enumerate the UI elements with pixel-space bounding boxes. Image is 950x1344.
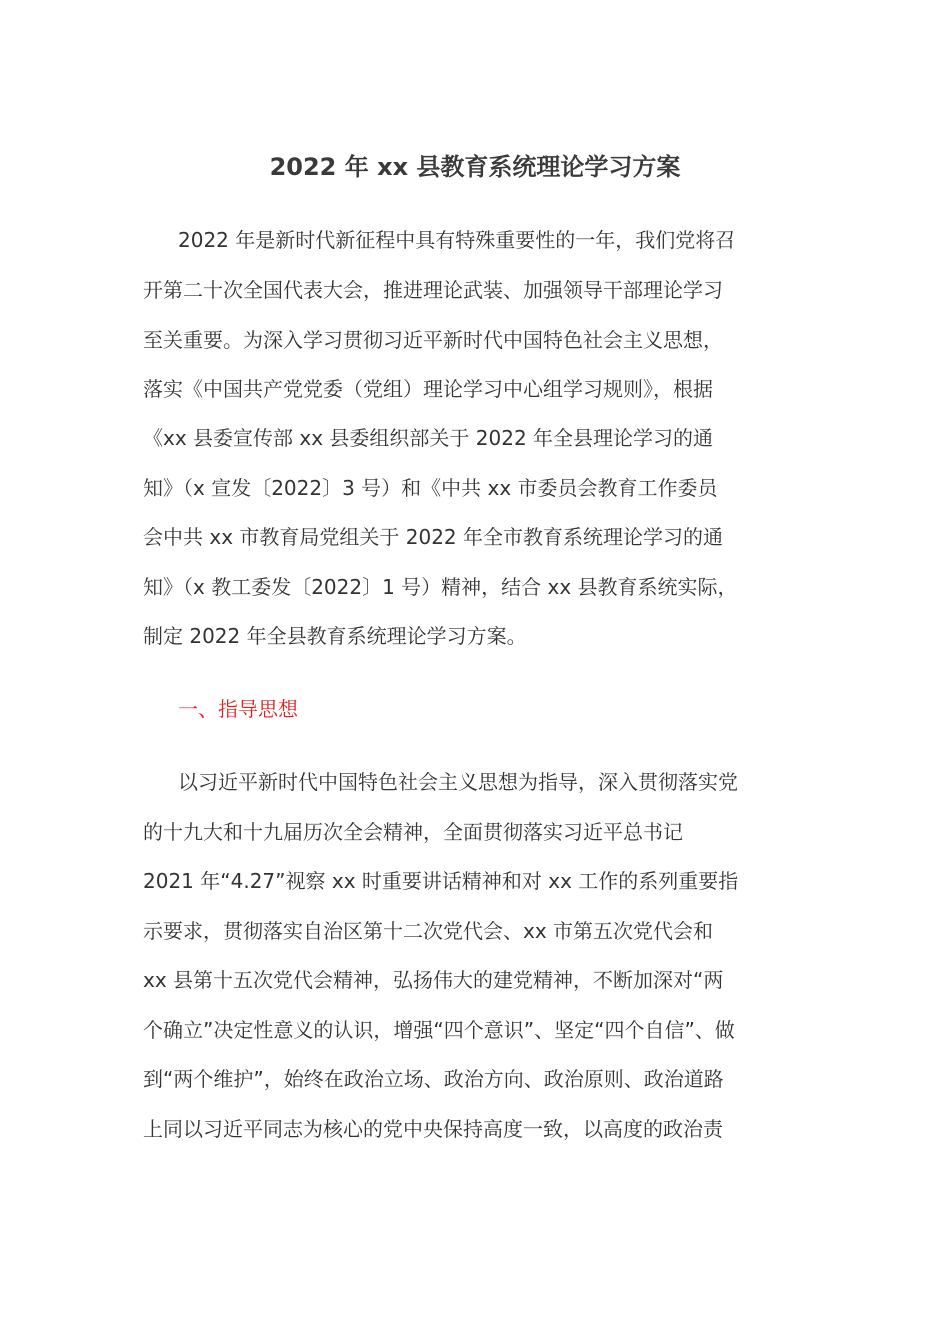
- section-heading: 一、指导思想: [178, 697, 298, 721]
- document-title: 2022 年 xx 县教育系统理论学习方案: [269, 153, 681, 181]
- paragraph-line: 落实《中国共产党党委（党组）理论学习中心组学习规则》，根据: [143, 377, 713, 401]
- paragraph-line: 以习近平新时代中国特色社会主义思想为指导，深入贯彻落实党: [178, 770, 738, 794]
- paragraph-line: 到“两个维护”，始终在政治立场、政治方向、政治原则、政治道路: [143, 1067, 724, 1091]
- paragraph-line: 示要求，贯彻落实自治区第十二次党代会、xx 市第五次党代会和: [143, 919, 714, 943]
- paragraph-line: 《xx 县委宣传部 xx 县委组织部关于 2022 年全县理论学习的通: [143, 426, 714, 450]
- paragraph-line: 制定 2022 年全县教育系统理论学习方案。: [143, 624, 527, 648]
- paragraph-line: 的十九大和十九届历次全会精神，全面贯彻落实习近平总书记: [143, 820, 683, 844]
- paragraph-line: 2022 年是新时代新征程中具有特殊重要性的一年，我们党将召: [178, 228, 736, 252]
- paragraph-line: 会中共 xx 市教育局党组关于 2022 年全市教育系统理论学习的通: [143, 525, 723, 549]
- paragraph-line: 知》（x 宣发〔2022〕3 号）和《中共 xx 市委员会教育工作委员: [143, 476, 718, 500]
- paragraph-line: 至关重要。为深入学习贯彻习近平新时代中国特色社会主义思想，: [143, 328, 723, 352]
- paragraph-line: 2021 年“4.27”视察 xx 时重要讲话精神和对 xx 工作的系列重要指: [143, 869, 739, 893]
- paragraph-line: xx 县第十五次党代会精神，弘扬伟大的建党精神，不断加深对“两: [143, 968, 724, 992]
- paragraph-line: 开第二十次全国代表大会，推进理论武装、加强领导干部理论学习: [143, 278, 723, 302]
- paragraph-line: 个确立”决定性意义的认识，增强“四个意识”、坚定“四个自信”、做: [143, 1018, 735, 1042]
- paragraph-line: 知》（x 教工委发〔2022〕1 号）精神，结合 xx 县教育系统实际，: [143, 575, 738, 599]
- paragraph-line: 上同以习近平同志为核心的党中央保持高度一致，以高度的政治责: [143, 1117, 723, 1141]
